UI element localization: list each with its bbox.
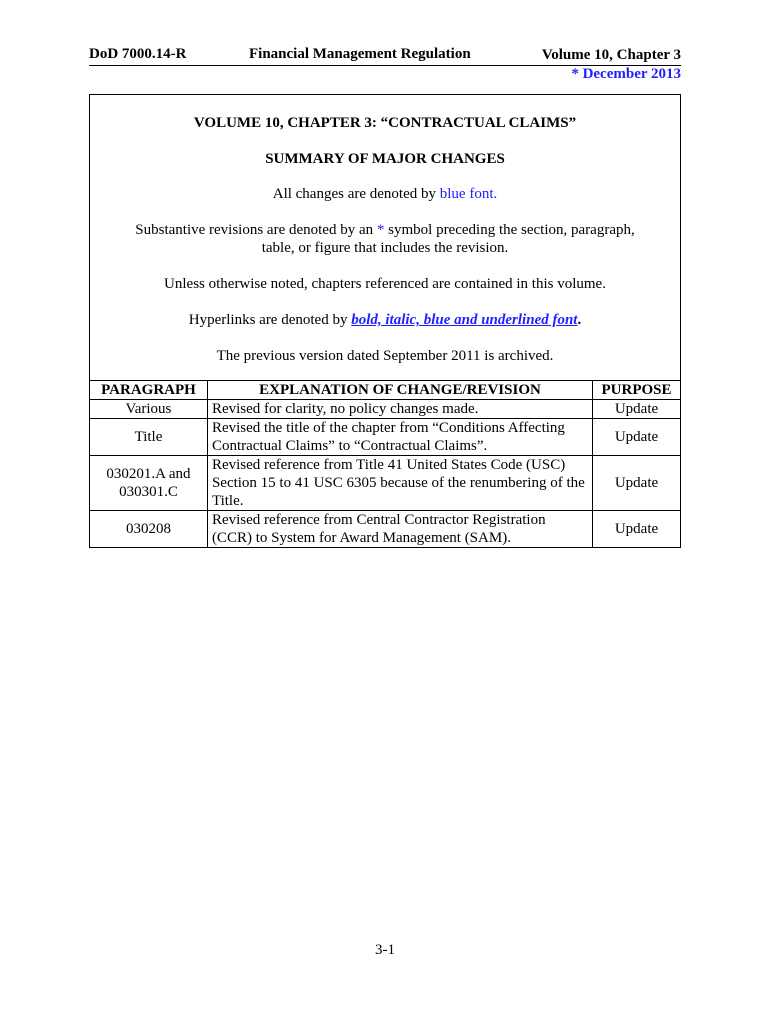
volume-chapter: Volume 10, Chapter 3 xyxy=(541,47,681,63)
hyperlinks-note: Hyperlinks are denoted by bold, italic, blue and underlined font. xyxy=(188,312,582,328)
purpose-cell: Update xyxy=(593,400,681,419)
chapter-heading: VOLUME 10, CHAPTER 3: “CONTRACTUAL CLAIMS” xyxy=(193,115,577,131)
paragraph-cell: 030201.A and 030301.C xyxy=(90,456,208,511)
table-row xyxy=(90,419,681,456)
changes-table xyxy=(89,380,681,548)
page-header xyxy=(89,46,681,82)
changes-note: All changes are denoted by blue font. xyxy=(272,186,498,202)
table-row xyxy=(90,511,681,548)
regulation-title: Financial Management Regulation xyxy=(249,46,471,62)
explanation-column-header: EXPLANATION OF CHANGE/REVISION xyxy=(207,381,592,400)
paragraph-cell: Various xyxy=(90,400,208,419)
header-rule xyxy=(89,65,681,66)
blue-font-example: blue font. xyxy=(439,186,498,202)
chapters-note: Unless otherwise noted, chapters referenced are contained in this volume. xyxy=(164,276,606,292)
paragraph-cell: 030208 xyxy=(90,511,208,548)
explanation-cell: Revised the title of the chapter from “Conditions Affecting Contractual Claims” to “Contractual Claims”. xyxy=(207,419,592,456)
summary-subheading: SUMMARY OF MAJOR CHANGES xyxy=(265,151,505,167)
purpose-cell: Update xyxy=(593,456,681,511)
asterisk-symbol: * xyxy=(376,222,385,238)
table-row xyxy=(90,456,681,511)
explanation-cell: Revised for clarity, no policy changes made. xyxy=(207,400,592,419)
revision-date: * December 2013 xyxy=(571,66,681,82)
page-number: 3-1 xyxy=(375,942,395,958)
table-header-row xyxy=(90,381,681,400)
substantive-note-line2: table, or figure that includes the revision. xyxy=(261,240,509,256)
table-row xyxy=(90,400,681,419)
purpose-column-header: PURPOSE xyxy=(593,381,681,400)
hyperlink-example[interactable]: bold, italic, blue and underlined font xyxy=(351,312,578,328)
document-id: DoD 7000.14-R xyxy=(89,46,187,62)
substantive-note-line1: Substantive revisions are denoted by an * symbol preceding the section, paragraph, xyxy=(135,222,635,238)
summary-box xyxy=(89,94,681,548)
archived-note: The previous version dated September 2011 is archived. xyxy=(216,348,554,364)
purpose-cell: Update xyxy=(593,419,681,456)
purpose-cell: Update xyxy=(593,511,681,548)
paragraph-column-header: PARAGRAPH xyxy=(90,381,208,400)
explanation-cell: Revised reference from Title 41 United States Code (USC) Section 15 to 41 USC 6305 because of the renumbering of the Title. xyxy=(207,456,592,511)
paragraph-cell: Title xyxy=(90,419,208,456)
explanation-cell: Revised reference from Central Contractor Registration (CCR) to System for Award Management (SAM). xyxy=(207,511,592,548)
